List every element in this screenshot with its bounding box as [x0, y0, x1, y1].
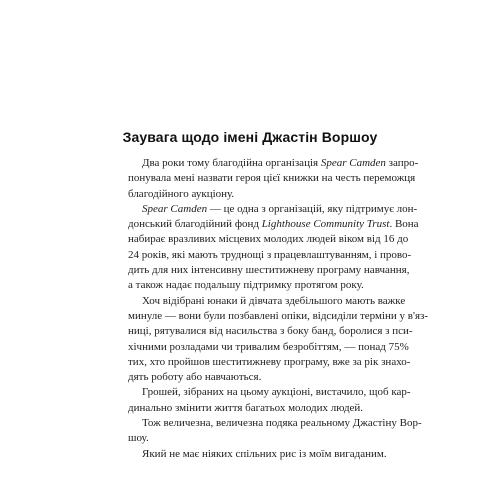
text-span: дить для них інтенсивну шеститижневу програму навчання, — [128, 264, 410, 277]
organization-name: Spear Camden — [142, 202, 208, 215]
text-line — [128, 370, 373, 385]
text-line — [128, 340, 409, 355]
text-line — [128, 278, 373, 293]
text-line — [128, 217, 419, 232]
text-line — [128, 401, 373, 416]
text-span: — це одна з організацій, яку підтримує лон- — [207, 202, 418, 215]
text-span: дять роботу або навчаються. — [128, 371, 262, 384]
text-span: шоу. — [128, 432, 149, 445]
organization-name: Spear Camden — [320, 157, 386, 169]
text-span: Тож величезна, величезна подяка реальному Джастіну Вор- — [142, 417, 422, 430]
text-span: набирає вразливих місцевих молодих людей віком від 16 до — [128, 233, 409, 246]
text-span: благодійного аукціону. — [128, 187, 235, 200]
text-line — [128, 309, 429, 324]
text-line — [128, 431, 373, 446]
text-line — [128, 232, 409, 247]
text-line — [128, 171, 416, 186]
text-line — [128, 263, 410, 278]
text-span: донський благодійний фонд — [128, 218, 262, 231]
text-line — [128, 156, 419, 171]
text-span: ниці, рятувалися від насильства з боку банд, боролися з пси- — [128, 325, 413, 338]
text-line — [128, 385, 411, 400]
text-span: Який не має ніяких спільних рис із моїм вигаданим. — [142, 447, 387, 460]
paragraph-5 — [128, 416, 422, 447]
text-span: запро- — [385, 157, 419, 169]
paragraph-2 — [128, 202, 419, 294]
text-line — [128, 294, 406, 309]
text-span: динально змінити життя багатьох молодих людей. — [128, 401, 364, 414]
text-line — [128, 416, 422, 431]
text-span: минуле — вони були позбавлені опіки, відсиділи терміни у в'яз- — [128, 309, 429, 322]
paragraph-3 — [128, 294, 429, 386]
paragraph-4 — [128, 385, 411, 416]
text-span: а також надає подальшу підтримку протягом року. — [128, 279, 364, 292]
text-span: понувала мені назвати героя цієї книжки на честь переможця — [128, 172, 416, 185]
text-span: 24 років, які мають труднощі з працевлаштуванням, і прово- — [128, 248, 412, 261]
text-span: . Вона — [389, 218, 419, 231]
section-heading: Заувага щодо імені Джастін Воршоу — [122, 129, 378, 145]
text-span: Грошей, зібраних на цьому аукціоні, вистачило, щоб кар- — [142, 386, 411, 399]
text-line — [128, 248, 412, 263]
paragraph-1 — [128, 156, 419, 202]
text-span: тих, хто пройшов шеститижневу програму, вже за рік знахо- — [128, 355, 411, 368]
text-line — [128, 202, 418, 217]
fund-name: Lighthouse Community Trust — [261, 218, 390, 231]
text-span: хічними розладами чи тривалим безробіттям, — понад 75% — [128, 340, 409, 353]
text-line — [128, 187, 373, 202]
text-span: Хоч відібрані юнаки й дівчата здебільшого мають важке — [142, 294, 406, 307]
text-line — [128, 324, 413, 339]
text-line — [128, 355, 411, 370]
text-line — [128, 447, 387, 462]
text-span: Два роки тому благодійна організація — [142, 157, 321, 169]
body-text — [128, 156, 429, 462]
paragraph-6 — [128, 447, 387, 462]
